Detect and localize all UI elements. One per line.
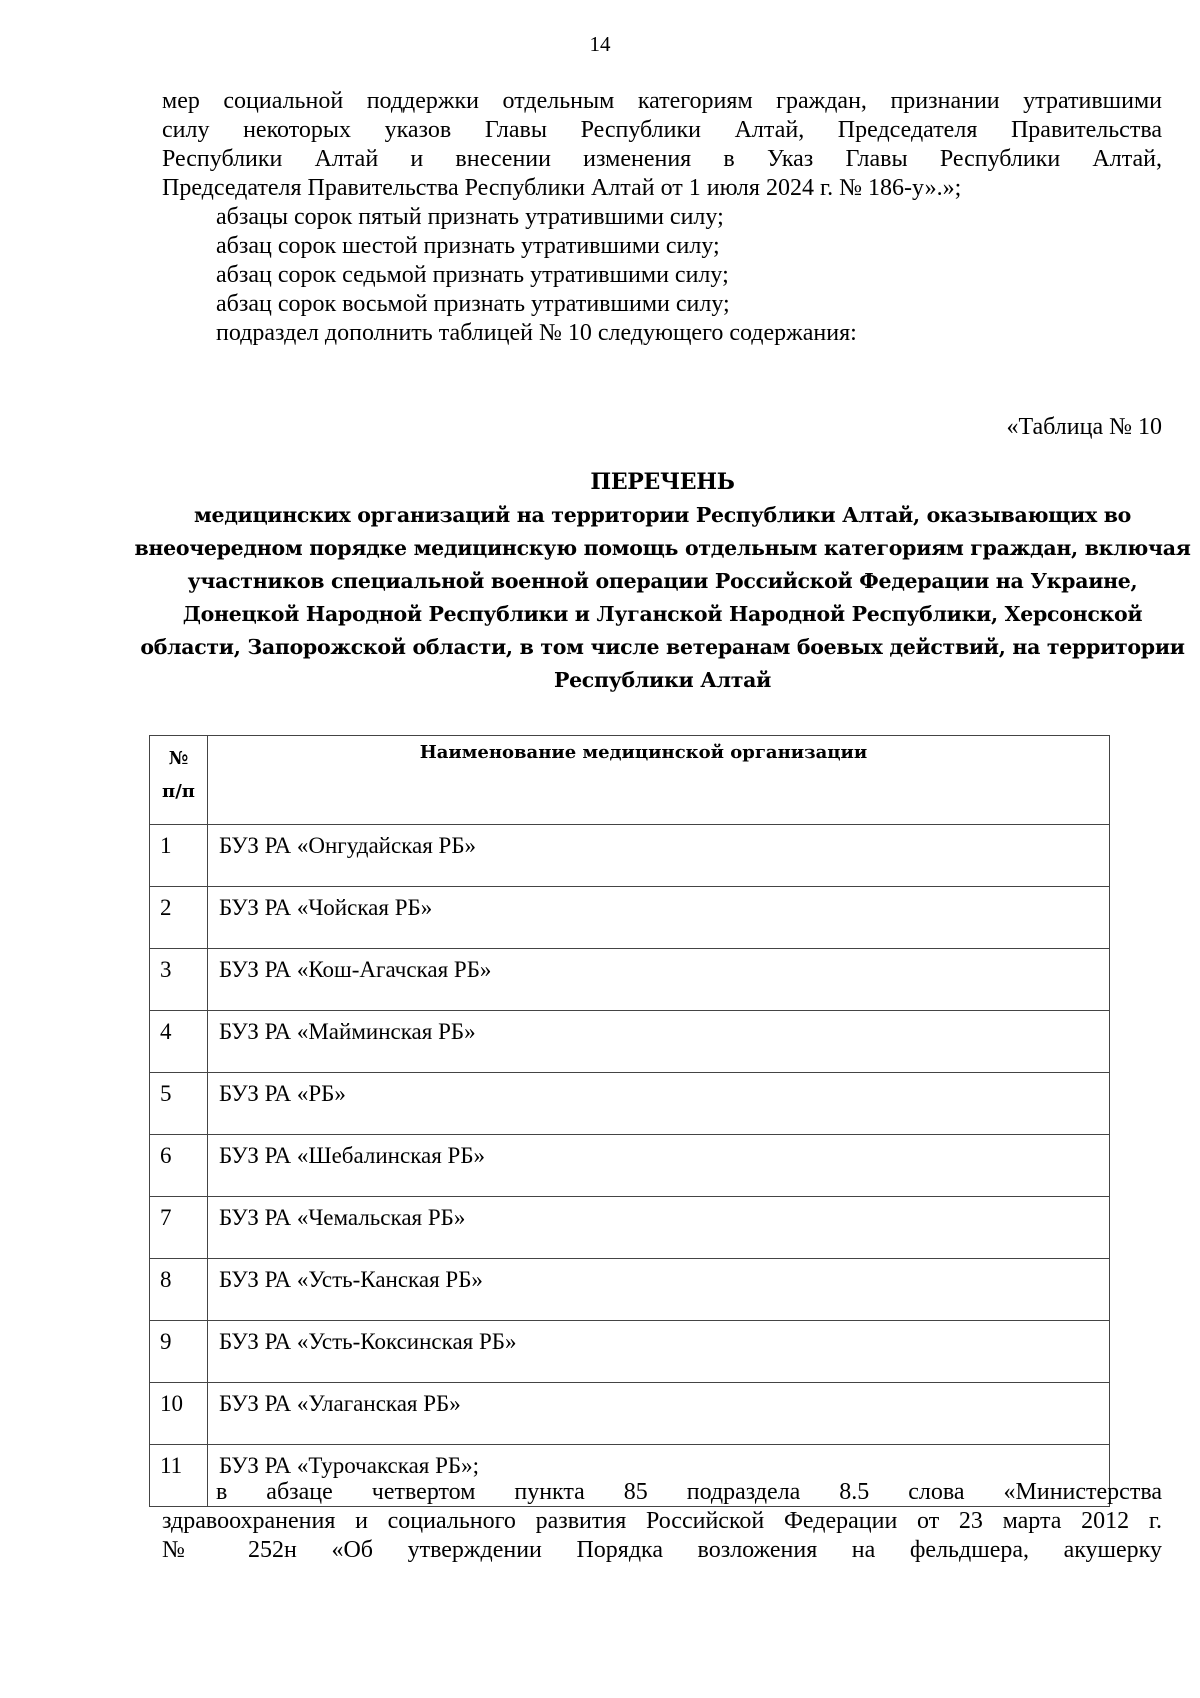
- list-title-line: внеочередном порядке медицинскую помощь отдельным категориям граждан, включая: [134, 536, 1191, 560]
- table-row: [150, 1259, 1110, 1321]
- list-title-line: участников специальной военной операции Российской Федерации на Украине,: [187, 569, 1138, 593]
- list-title-line: медицинских организаций на территории Республики Алтай, оказывающих во: [193, 503, 1132, 527]
- intro-line: силу некоторых указов Главы Республики Алтай, Председателя Правительства: [162, 117, 1162, 143]
- table-row: [150, 1197, 1110, 1259]
- list-heading: ПЕРЕЧЕНЬ: [590, 469, 735, 495]
- table-header-row: [150, 736, 1110, 825]
- table-row: [150, 825, 1110, 887]
- table-row: [150, 1011, 1110, 1073]
- closing-line: № 252н «Об утверждении Порядка возложения на фельдшера, акушерку: [162, 1537, 1162, 1563]
- table-row: [150, 1321, 1110, 1383]
- amendment-item: абзац сорок восьмой признать утратившими силу;: [216, 291, 730, 317]
- row-number: 8: [150, 1259, 208, 1321]
- column-header-number: [150, 736, 208, 825]
- page-number: 14: [589, 32, 611, 56]
- list-title-line: области, Запорожской области, в том числе ветеранам боевых действий, на территории: [140, 635, 1185, 659]
- column-header-number-line1: №: [168, 748, 189, 769]
- row-number: 9: [150, 1321, 208, 1383]
- row-number: 4: [150, 1011, 208, 1073]
- organization-name: БУЗ РА «Усть-Канская РБ»: [208, 1259, 1110, 1321]
- amendment-item: абзац сорок шестой признать утратившими силу;: [216, 233, 720, 259]
- intro-line: Республики Алтай и внесении изменения в Указ Главы Республики Алтай,: [162, 146, 1162, 172]
- row-number: 3: [150, 949, 208, 1011]
- table-row: [150, 949, 1110, 1011]
- organization-name: БУЗ РА «Турочакская РБ»;: [208, 1445, 1110, 1507]
- amendment-item: абзац сорок седьмой признать утратившими силу;: [216, 262, 729, 288]
- table-caption: «Таблица № 10: [1006, 414, 1162, 440]
- organization-name: БУЗ РА «Кош-Агачская РБ»: [208, 949, 1110, 1011]
- row-number: 2: [150, 887, 208, 949]
- amendment-item: подраздел дополнить таблицей № 10 следующего содержания:: [216, 320, 857, 346]
- closing-paragraph: [162, 1478, 1162, 1565]
- row-number: 7: [150, 1197, 208, 1259]
- table-row: [150, 1383, 1110, 1445]
- closing-line: здравоохранения и социального развития Российской Федерации от 23 марта 2012 г.: [162, 1508, 1162, 1534]
- row-number: 1: [150, 825, 208, 887]
- list-title-line: Республики Алтай: [553, 668, 772, 692]
- organization-name: БУЗ РА «Усть-Коксинская РБ»: [208, 1321, 1110, 1383]
- list-title: [0, 466, 1200, 697]
- amendment-item: абзацы сорок пятый признать утратившими силу;: [216, 204, 724, 230]
- organization-name: БУЗ РА «Улаганская РБ»: [208, 1383, 1110, 1445]
- organization-name: БУЗ РА «Шебалинская РБ»: [208, 1135, 1110, 1197]
- organization-name: БУЗ РА «Чемальская РБ»: [208, 1197, 1110, 1259]
- closing-line: в абзаце четвертом пункта 85 подраздела 8.5 слова «Министерства: [216, 1479, 1162, 1505]
- column-header-name: Наименование медицинской организации: [208, 736, 1110, 825]
- organization-name: БУЗ РА «Онгудайская РБ»: [208, 825, 1110, 887]
- table-row: [150, 887, 1110, 949]
- organizations-table: [149, 735, 1110, 1507]
- row-number: 11: [150, 1445, 208, 1507]
- organization-name: БУЗ РА «РБ»: [208, 1073, 1110, 1135]
- row-number: 5: [150, 1073, 208, 1135]
- row-number: 10: [150, 1383, 208, 1445]
- column-header-number-line2: п/п: [162, 781, 195, 802]
- table-row: [150, 1135, 1110, 1197]
- table-row: [150, 1073, 1110, 1135]
- intro-line: Председателя Правительства Республики Алтай от 1 июля 2024 г. № 186-у».»;: [162, 175, 962, 201]
- list-title-line: Донецкой Народной Республики и Луганской Народной Республики, Херсонской: [182, 602, 1143, 626]
- organization-name: БУЗ РА «Майминская РБ»: [208, 1011, 1110, 1073]
- intro-paragraph: [162, 87, 1162, 348]
- row-number: 6: [150, 1135, 208, 1197]
- intro-line: мер социальной поддержки отдельным категориям граждан, признании утратившими: [162, 88, 1162, 114]
- organization-name: БУЗ РА «Чойская РБ»: [208, 887, 1110, 949]
